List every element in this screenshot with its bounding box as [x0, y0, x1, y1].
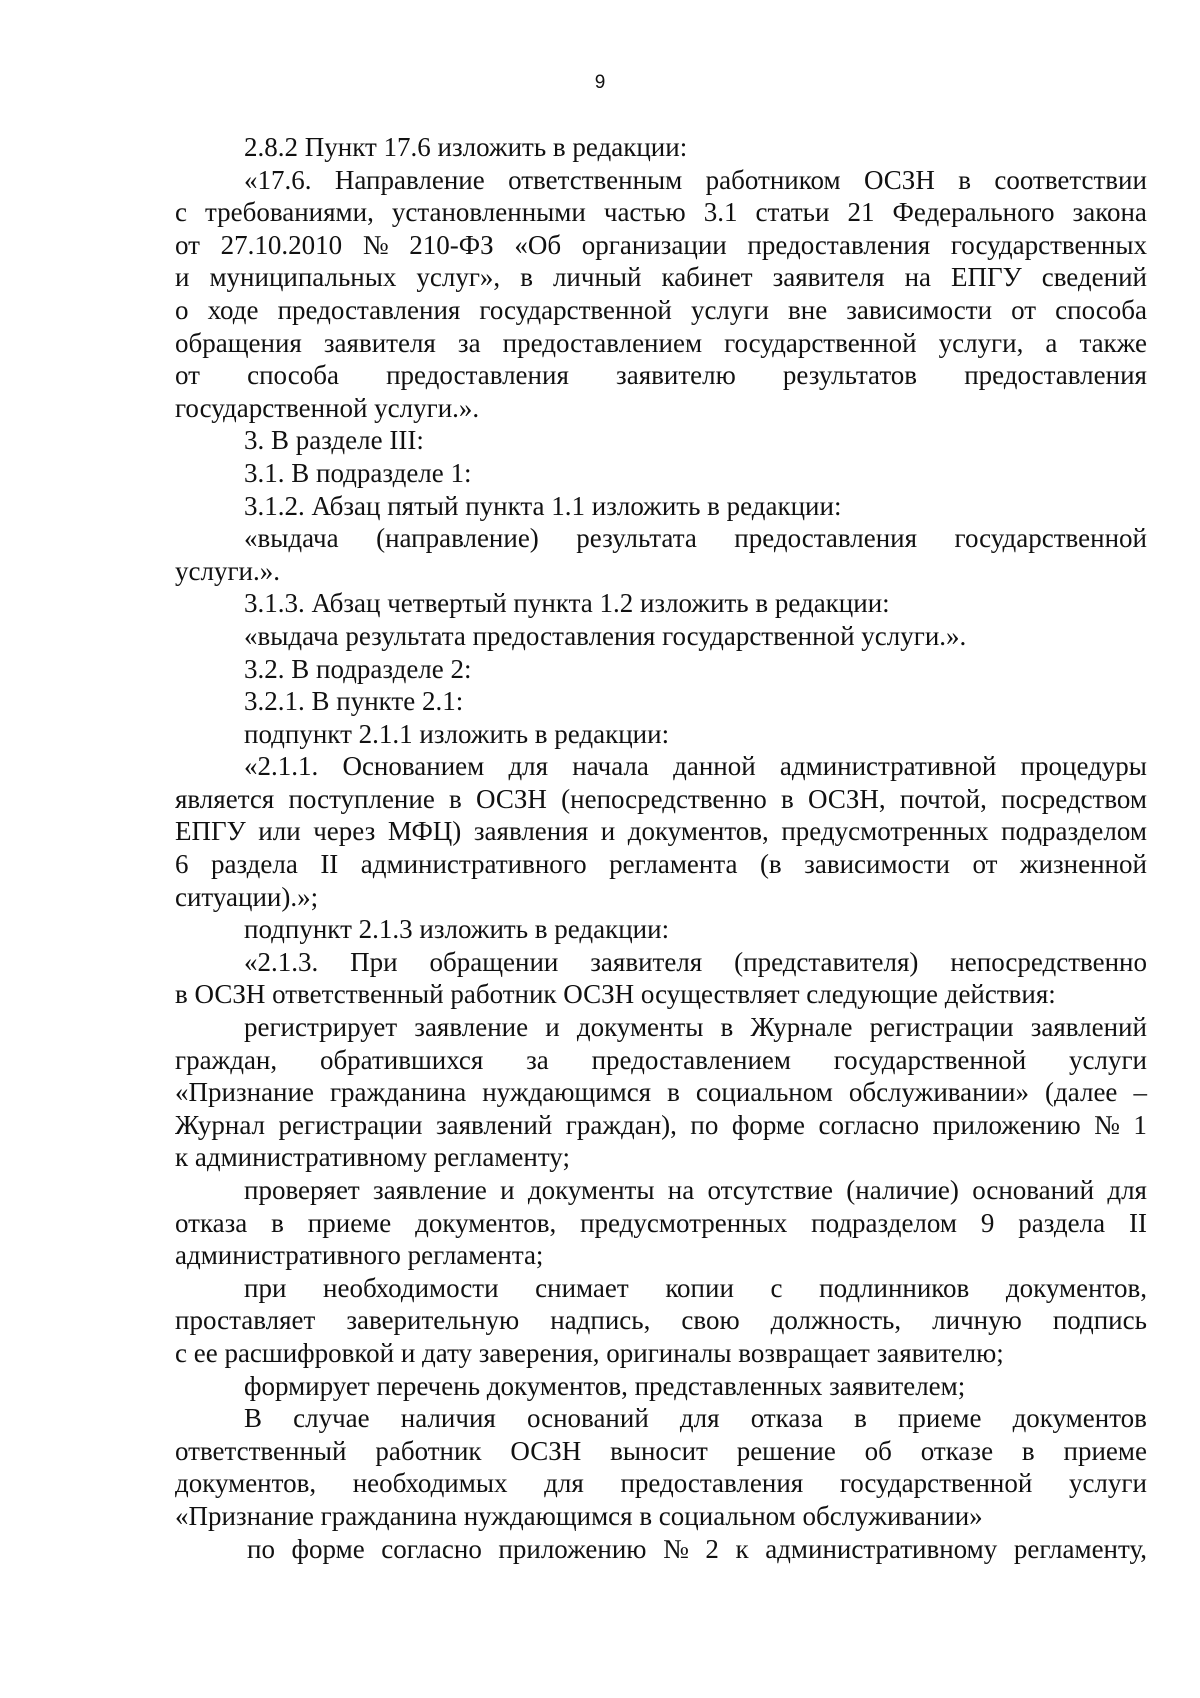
word: способа [1055, 294, 1147, 325]
word: в [958, 164, 971, 195]
word: предоставления [277, 294, 461, 325]
word: и [600, 816, 616, 847]
word: предоставления [386, 360, 569, 391]
text-line: подпункт 2.1.3 изложить в редакции: [244, 914, 670, 945]
word: 6 [175, 849, 189, 880]
page-number: 9 [594, 72, 606, 93]
word: государственных [950, 229, 1147, 260]
text-line: «Признание гражданина нуждающимся в социальном обслуживании» [175, 1500, 983, 1531]
word: выносит [610, 1435, 708, 1466]
word: предоставления [964, 360, 1147, 391]
text-line [175, 1109, 1147, 1142]
word: приложению [498, 1533, 647, 1564]
word: заявителя [323, 327, 436, 358]
word: работник [375, 1435, 482, 1466]
text-line: подпункт 2.1.1 изложить в редакции: [244, 718, 670, 749]
text-line [175, 327, 1147, 360]
word: а [1045, 327, 1058, 358]
word: Журнале [750, 1012, 853, 1043]
word: отсутствие [707, 1175, 833, 1205]
word: установленными [391, 197, 586, 228]
word: согласно [381, 1533, 482, 1564]
word: от [972, 849, 998, 880]
word: за [526, 1044, 549, 1075]
text-line: в ОСЗН ответственный работник ОСЗН осуществляет следующие действия: [175, 979, 1056, 1010]
word: государственной [833, 1044, 1027, 1075]
word: ответственный [175, 1435, 347, 1466]
word: документов, [627, 816, 769, 847]
word: «Признание [175, 1077, 314, 1108]
text-line: 3.1.2. Абзац пятый пункта 1.1 изложить в редакции: [244, 490, 842, 521]
word: ходе [207, 294, 259, 325]
word: требованиями, [205, 197, 374, 228]
text-line: 3. В разделе III: [244, 425, 424, 456]
word: 27.10.2010 [220, 229, 343, 260]
word: снимает [535, 1272, 629, 1303]
word: результата [576, 523, 697, 554]
word: и [500, 1175, 515, 1205]
word: согласно [818, 1109, 920, 1140]
word: почтой, [899, 783, 987, 814]
word: гражданина [329, 1077, 467, 1108]
word: свою [681, 1305, 740, 1336]
word: на [904, 262, 931, 293]
text-line: административного регламента; [175, 1240, 544, 1271]
word: к [735, 1533, 749, 1564]
word: организации [581, 229, 727, 260]
word: ЕПГУ [951, 262, 1022, 293]
word: 210-ФЗ [409, 229, 494, 260]
word: В [244, 1403, 263, 1434]
word: об [864, 1435, 892, 1466]
word: статьи [755, 197, 830, 228]
word: регламента [609, 849, 738, 880]
word: за [457, 327, 481, 358]
word: услуги, [938, 327, 1024, 358]
word: закона [1072, 197, 1147, 228]
word: отказа [750, 1403, 823, 1434]
word: обратившихся [319, 1044, 484, 1075]
word: для [1107, 1175, 1147, 1205]
word: «Об [514, 229, 562, 260]
word: социальном [695, 1077, 833, 1108]
word: с [175, 197, 187, 228]
word: документов [1012, 1403, 1147, 1434]
word: Основанием [342, 751, 485, 782]
word: 3.1 [703, 197, 738, 228]
word: с [770, 1272, 783, 1303]
word: решение [736, 1435, 836, 1466]
text-line [175, 1272, 1147, 1305]
word: «выдача [244, 523, 339, 554]
word: предоставления [747, 229, 931, 260]
text-line: формирует перечень документов, представленных заявителем; [244, 1370, 966, 1401]
word: услуги [1068, 1468, 1147, 1499]
word: в [271, 1207, 284, 1238]
word: поступление [288, 783, 435, 814]
word: о [175, 294, 189, 325]
word: документы [527, 1175, 655, 1205]
word: отказа [175, 1207, 248, 1238]
text-line [175, 848, 1147, 881]
text-line [175, 196, 1147, 229]
word: граждан), [565, 1109, 677, 1140]
word: в [720, 1012, 734, 1043]
word: ОСЗН [510, 1435, 582, 1466]
word: или [258, 816, 301, 847]
word: начала [572, 751, 649, 782]
word: документов, [175, 1468, 317, 1499]
word: Федерального [892, 197, 1055, 228]
text-line: 2.8.2 Пункт 17.6 изложить в редакции: [244, 132, 688, 162]
word: от [175, 360, 200, 391]
text-line [175, 229, 1147, 262]
word: в [667, 1077, 680, 1108]
word: на [667, 1175, 695, 1205]
word: регистрации [869, 1012, 1014, 1043]
word: данной [673, 751, 756, 782]
word: заверительную [346, 1305, 520, 1336]
text-line [175, 1533, 1147, 1566]
word: заявления [473, 816, 589, 847]
word: заявлений [435, 1109, 553, 1140]
word: форме [291, 1533, 365, 1564]
word: обращении [429, 946, 559, 977]
text-line: к административному регламенту; [175, 1142, 570, 1173]
word: заявлений [1030, 1012, 1147, 1043]
word: документы [576, 1012, 704, 1043]
word: предоставлением [591, 1044, 791, 1075]
word: копии [665, 1272, 734, 1303]
word: МФЦ) [387, 816, 462, 847]
word: также [1079, 327, 1147, 358]
word: наличия [400, 1403, 496, 1434]
word: государственной [724, 327, 917, 358]
word: II [1128, 1207, 1147, 1238]
word: в [449, 783, 462, 814]
text-line [175, 1011, 1147, 1044]
word: ОСЗН [476, 783, 547, 814]
word: (в [759, 849, 782, 880]
word: оснований [526, 1403, 649, 1434]
word: ответственным [508, 164, 683, 195]
text-line [175, 1304, 1147, 1337]
text-line: 3.1. В подразделе 1: [244, 457, 472, 488]
text-line: «выдача результата предоставления государственной услуги.». [244, 620, 967, 651]
word: регламенту, [1013, 1533, 1147, 1564]
text-line: 3.1.3. Абзац четвертый пункта 1.2 изложить в редакции: [244, 588, 890, 619]
word: услуги [690, 294, 769, 325]
word: документов, [1005, 1272, 1147, 1303]
text-line [175, 1044, 1147, 1077]
word: предоставлением [502, 327, 703, 358]
text-line [175, 1467, 1147, 1500]
word: обслуживании» [848, 1077, 1029, 1108]
text-line [175, 1174, 1147, 1207]
word: предоставления [620, 1468, 804, 1499]
word: 21 [847, 197, 875, 228]
word: личный [552, 262, 642, 293]
word: через [313, 816, 376, 847]
word: услуги [1069, 1044, 1147, 1075]
word: заявителя [590, 946, 703, 977]
word: 1 [1133, 1109, 1147, 1140]
word: в [854, 1403, 867, 1434]
word: и [175, 262, 190, 293]
word: оснований [972, 1175, 1095, 1205]
word: государственной [954, 523, 1147, 554]
text-line [175, 783, 1147, 816]
word: раздела [1018, 1207, 1106, 1238]
word: является [175, 783, 275, 814]
word: личную [932, 1305, 1022, 1336]
text-line: 3.2.1. В пункте 2.1: [244, 686, 464, 717]
word: форме [731, 1109, 805, 1140]
word: «2.1.3. [244, 946, 319, 977]
word: случае [293, 1403, 370, 1434]
word: при [244, 1272, 287, 1303]
word: в [1021, 1435, 1035, 1466]
word: по [690, 1109, 719, 1140]
text-line [175, 1207, 1147, 1240]
text-line: государственной услуги.». [175, 392, 480, 423]
word: зависимости [804, 849, 950, 880]
word: способа [247, 360, 339, 391]
text-line [175, 750, 1147, 783]
word: (представителя) [734, 946, 919, 977]
word: проверяет [244, 1175, 360, 1205]
word: для [544, 1468, 584, 1499]
text-line [175, 815, 1147, 848]
text-line [175, 1435, 1147, 1468]
word: предусмотренных [781, 816, 989, 847]
word: II [320, 849, 339, 880]
word: нуждающимся [482, 1077, 652, 1108]
word: – [1133, 1077, 1147, 1108]
word: ЕПГУ [175, 816, 246, 847]
word: 9 [980, 1207, 995, 1238]
text-line: с ее расшифровкой и дату заверения, оригиналы возвращает заявителю; [175, 1337, 1004, 1368]
word: кабинет [661, 262, 753, 293]
word: заявителю [616, 360, 736, 391]
word: Направление [334, 164, 485, 195]
word: (далее [1045, 1077, 1118, 1108]
word: государственной [839, 1468, 1033, 1499]
word: должность, [770, 1305, 902, 1336]
word: услуг», [416, 262, 501, 293]
word: и [545, 1012, 560, 1043]
word: раздела [210, 849, 298, 880]
text-line [175, 261, 1147, 294]
word: подпись [1052, 1305, 1147, 1336]
word: «2.1.1. [244, 751, 319, 782]
word: ОСЗН [863, 164, 935, 195]
text-line: ситуации).»; [175, 881, 319, 912]
word: в [520, 262, 533, 293]
text-line [175, 164, 1147, 197]
word: приеме [897, 1403, 982, 1434]
word: административному [765, 1533, 998, 1564]
word: отказе [920, 1435, 994, 1466]
word: регистрации [278, 1109, 423, 1140]
text-line [175, 522, 1147, 555]
word: зависимости [846, 294, 993, 325]
word: заявление [373, 1175, 487, 1205]
word: для [508, 751, 549, 782]
text-line [175, 359, 1147, 392]
word: № [663, 1533, 689, 1564]
word: административной [779, 751, 997, 782]
word: 2 [705, 1533, 719, 1564]
word: подразделом [1001, 816, 1147, 847]
word: вне [788, 294, 828, 325]
word: предусмотренных [580, 1207, 788, 1238]
word: посредством [1001, 783, 1147, 814]
word: муниципальных [209, 262, 397, 293]
word: заявление [414, 1012, 529, 1043]
word: приеме [1063, 1435, 1147, 1466]
word: заявителя [772, 262, 885, 293]
word: Журнал [175, 1109, 266, 1140]
word: государственной [479, 294, 672, 325]
word: от [1011, 294, 1037, 325]
word: соответствии [994, 164, 1147, 195]
word: При [350, 946, 398, 977]
word: документов, [415, 1207, 557, 1238]
word: по [247, 1533, 275, 1564]
word: подлинников [819, 1272, 970, 1303]
text-line [175, 1402, 1147, 1435]
word: приложению [932, 1109, 1081, 1140]
word: необходимости [323, 1272, 499, 1303]
word: административного [360, 849, 587, 880]
word: (непосредственно [561, 783, 767, 814]
word: № [362, 229, 389, 260]
word: ОСЗН, [808, 783, 886, 814]
word: регистрирует [244, 1012, 398, 1043]
word: сведений [1041, 262, 1147, 293]
word: непосредственно [950, 946, 1147, 977]
word: частью [603, 197, 686, 228]
word: (наличие) [846, 1175, 959, 1205]
word: необходимых [352, 1468, 508, 1499]
word: граждан, [175, 1044, 278, 1075]
text-line [175, 294, 1147, 327]
text-line: 3.2. В подразделе 2: [244, 653, 472, 684]
text-line: услуги.». [175, 555, 280, 586]
word: проставляет [175, 1305, 316, 1336]
document-text [175, 131, 1147, 1565]
word: предоставления [734, 523, 918, 554]
text-line [175, 1076, 1147, 1109]
word: от [175, 229, 200, 260]
word: обращения [175, 327, 302, 358]
word: результатов [782, 360, 918, 391]
word: работником [705, 164, 841, 195]
word: жизненной [1019, 849, 1147, 880]
word: «17.6. [244, 164, 312, 195]
text-line [175, 946, 1147, 979]
word: (направление) [376, 523, 539, 554]
word: в [781, 783, 794, 814]
word: приеме [307, 1207, 392, 1238]
word: № [1094, 1109, 1120, 1140]
word: для [679, 1403, 720, 1434]
word: подразделом [811, 1207, 957, 1238]
word: процедуры [1020, 751, 1147, 782]
word: надпись, [550, 1305, 651, 1336]
